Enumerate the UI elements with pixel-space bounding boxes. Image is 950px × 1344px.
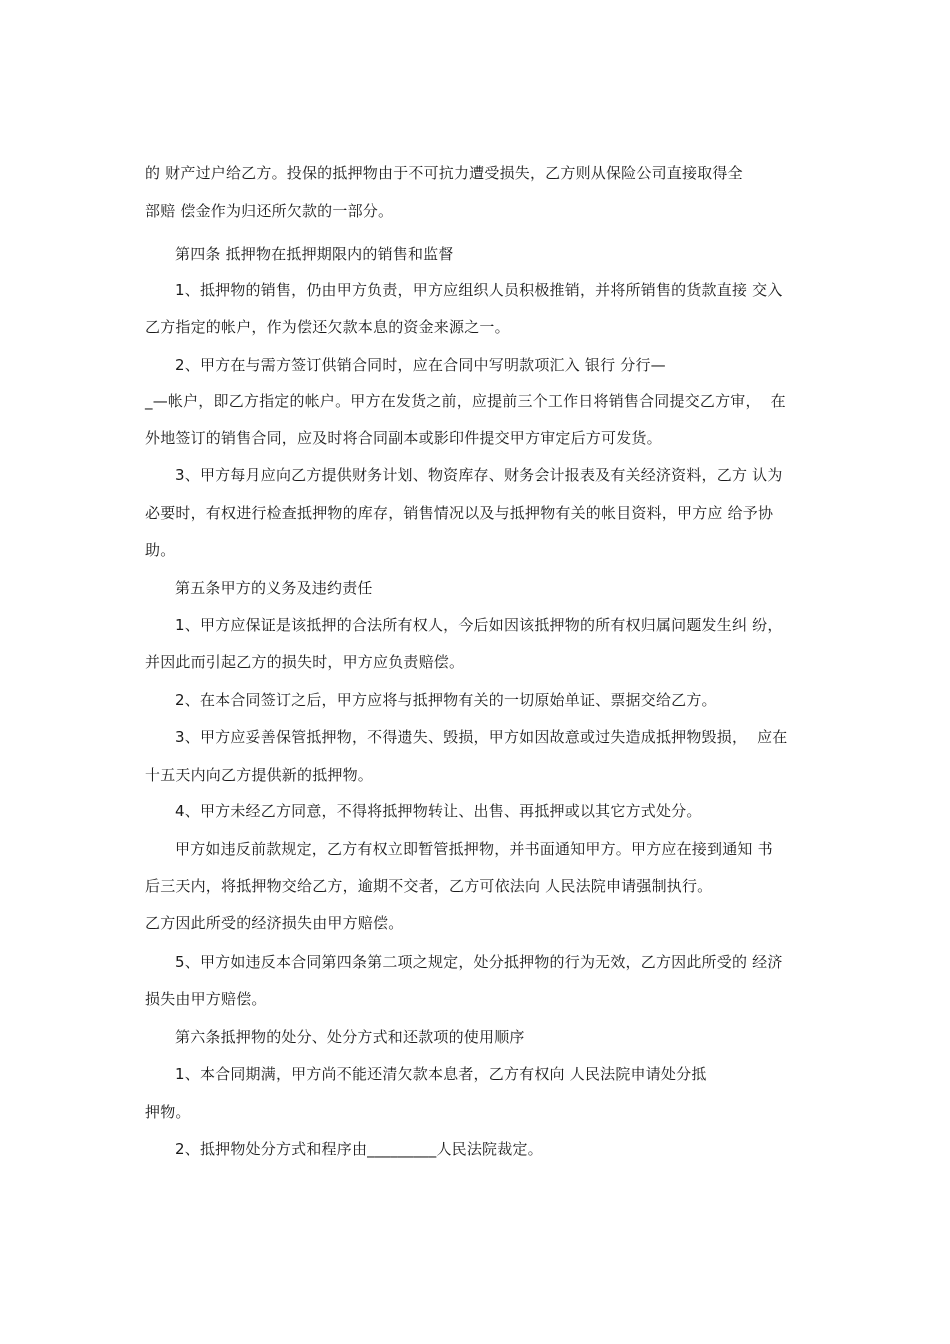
paragraph-line: 3、甲方应妥善保管抵押物，不得遗失、毁损，甲方如因故意或过失造成抵押物毁损， 应在 bbox=[175, 728, 788, 746]
paragraph-line: 2、甲方在与需方签订供销合同时，应在合同中写明款项汇入 银行 分行— bbox=[175, 356, 666, 374]
paragraph-line: 5、甲方如违反本合同第四条第二项之规定，处分抵押物的行为无效，乙方因此所受的 经济 bbox=[175, 953, 783, 971]
paragraph-line: 部赔 偿金作为归还所欠款的一部分。 bbox=[145, 202, 394, 220]
paragraph-line: 押物。 bbox=[145, 1103, 191, 1121]
section-heading: 第五条甲方的义务及违约责任 bbox=[175, 579, 373, 597]
paragraph-line: 1、抵押物的销售，仍由甲方负责，甲方应组织人员积极推销，并将所销售的货款直接 交入 bbox=[175, 281, 783, 299]
paragraph-line: 1、甲方应保证是该抵押的合法所有权人，今后如因该抵押物的所有权归属问题发生纠 纷， bbox=[175, 616, 783, 634]
paragraph-line: 外地签订的销售合同，应及时将合同副本或影印件提交甲方审定后方可发货。 bbox=[145, 429, 662, 447]
paragraph-line: 并因此而引起乙方的损失时，甲方应负责赔偿。 bbox=[145, 653, 465, 671]
paragraph-line: 乙方指定的帐户，作为偿还欠款本息的资金来源之一。 bbox=[145, 318, 510, 336]
paragraph-line: _—帐户，即乙方指定的帐户。甲方在发货之前，应提前三个工作日将销售合同提交乙方审， 在 bbox=[145, 392, 786, 410]
paragraph-line: 必要时，有权进行检查抵押物的库存，销售情况以及与抵押物有关的帐目资料，甲方应 给予协 bbox=[145, 504, 774, 522]
paragraph-line: 助。 bbox=[145, 541, 176, 559]
paragraph-line: 十五天内向乙方提供新的抵押物。 bbox=[145, 766, 374, 784]
paragraph-line: 的 财产过户给乙方。投保的抵押物由于不可抗力遭受损失，乙方则从保险公司直接取得全 bbox=[145, 164, 743, 182]
paragraph-line: 3、甲方每月应向乙方提供财务计划、物资库存、财务会计报表及有关经济资料，乙方 认为 bbox=[175, 466, 783, 484]
paragraph-line: 乙方因此所受的经济损失由甲方赔偿。 bbox=[145, 914, 404, 932]
paragraph-line: 后三天内，将抵押物交给乙方，逾期不交者，乙方可依法向 人民法院申请强制执行。 bbox=[145, 877, 713, 895]
paragraph-line: 损失由甲方赔偿。 bbox=[145, 990, 267, 1008]
paragraph-line: 4、甲方未经乙方同意，不得将抵押物转让、出售、再抵押或以其它方式处分。 bbox=[175, 802, 702, 820]
paragraph-line: 甲方如违反前款规定，乙方有权立即暂管抵押物，并书面通知甲方。甲方应在接到通知 书 bbox=[175, 840, 773, 858]
paragraph-line: 2、抵押物处分方式和程序由_________人民法院裁定。 bbox=[175, 1140, 543, 1158]
section-heading: 第六条抵押物的处分、处分方式和还款项的使用顺序 bbox=[175, 1028, 525, 1046]
paragraph-line: 2、在本合同签订之后，甲方应将与抵押物有关的一切原始单证、票据交给乙方。 bbox=[175, 691, 717, 709]
section-heading: 第四条 抵押物在抵押期限内的销售和监督 bbox=[175, 245, 454, 263]
paragraph-line: 1、本合同期满，甲方尚不能还清欠款本息者，乙方有权向 人民法院申请处分抵 bbox=[175, 1065, 707, 1083]
